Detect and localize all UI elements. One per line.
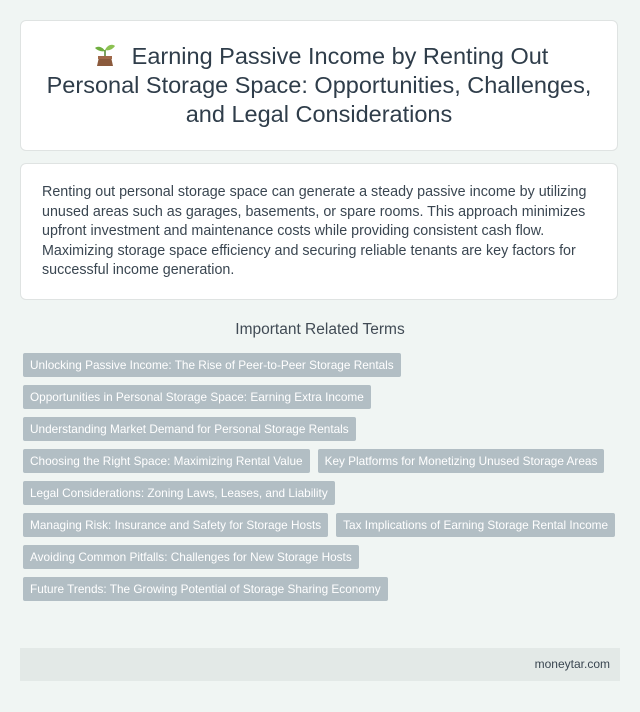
page-title-text: Earning Passive Income by Renting Out Personal Storage Space: Opportunities, Challenges, and Legal Considerations	[46, 43, 592, 127]
related-term-tag[interactable]: Unlocking Passive Income: The Rise of Peer-to-Peer Storage Rentals	[23, 353, 401, 377]
related-term-tag[interactable]: Understanding Market Demand for Personal Storage Rentals	[23, 417, 356, 441]
related-term-tag[interactable]: Choosing the Right Space: Maximizing Rental Value	[23, 449, 310, 473]
related-term-tag[interactable]: Key Platforms for Monetizing Unused Storage Areas	[318, 449, 605, 473]
summary-card	[20, 163, 618, 300]
page-title	[45, 42, 593, 129]
summary-text: Renting out personal storage space can generate a steady passive income by utilizing unused areas such as garages, basements, or spare rooms. This approach minimizes upfront investment and maintenance costs while providing consistent cash flow. Maximizing storage space efficiency and securing reliable tenants are key factors for successful income generation.	[42, 184, 587, 278]
footer-site-link[interactable]: moneytar.com	[534, 657, 610, 671]
related-term-tag[interactable]: Managing Risk: Insurance and Safety for Storage Hosts	[23, 513, 328, 537]
related-terms-heading: Important Related Terms	[235, 321, 405, 338]
sprout-icon	[90, 42, 120, 66]
title-card	[20, 20, 618, 151]
related-terms-list	[23, 353, 623, 601]
related-term-tag[interactable]: Tax Implications of Earning Storage Rental Income	[336, 513, 615, 537]
related-term-tag[interactable]: Avoiding Common Pitfalls: Challenges for New Storage Hosts	[23, 545, 359, 569]
related-term-tag[interactable]: Future Trends: The Growing Potential of Storage Sharing Economy	[23, 577, 388, 601]
footer	[20, 648, 620, 681]
related-term-tag[interactable]: Opportunities in Personal Storage Space: Earning Extra Income	[23, 385, 371, 409]
related-term-tag[interactable]: Legal Considerations: Zoning Laws, Leases, and Liability	[23, 481, 335, 505]
